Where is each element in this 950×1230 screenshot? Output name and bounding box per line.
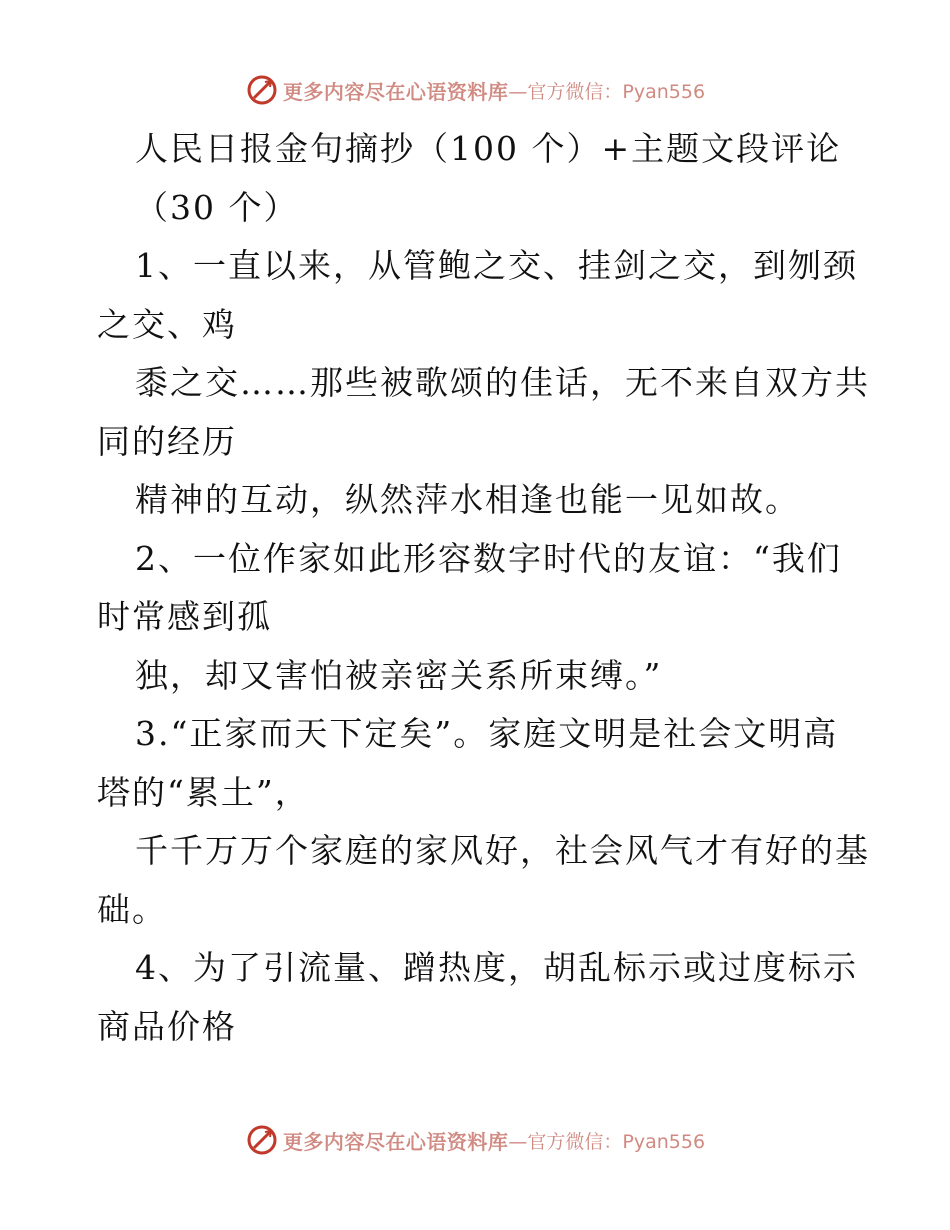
paragraph-line: 4、为了引流量、蹭热度，胡乱标示或过度标示 [135,948,858,987]
watermark-title: 更多内容尽在心语资料库 [282,79,509,104]
paragraph-line: 础。 [97,889,167,929]
header-watermark [0,70,950,110]
paragraph-line: 独，却又害怕被亲密关系所束缚。” [135,655,663,695]
paragraph-line: 塔的“累土”， [97,772,310,812]
brand-logo-icon [245,73,279,107]
footer-watermark [0,1120,950,1160]
brand-logo-icon [245,1123,279,1157]
document-body [97,120,870,1056]
paragraph-line: 1、一直以来，从管鲍之交、挂剑之交，到刎颈 [135,246,858,285]
watermark-contact: —官方微信：Pyan556 [508,1130,706,1153]
paragraph-line: 商品价格 [97,1006,237,1046]
paragraph-line: 2、一位作家如此形容数字时代的友谊：“我们 [135,538,842,578]
paragraph-line: 精神的互动，纵然萍水相逢也能一见如故。 [135,480,800,519]
watermark-title: 更多内容尽在心语资料库 [282,1129,509,1154]
paragraph-line: 同的经历 [97,421,237,461]
paragraph-line: 之交、鸡 [97,304,237,344]
watermark-contact: —官方微信：Pyan556 [508,80,706,103]
paragraph-line: 黍之交……那些被歌颂的佳话，无不来自双方共 [135,363,870,402]
doc-title-line: 人民日报金句摘抄（100 个）+主题文段评论 [135,129,842,168]
doc-title-line: （30 个） [135,187,299,227]
paragraph-line: 时常感到孤 [97,597,272,636]
paragraph-line: 3.“正家而天下定矣”。家庭文明是社会文明高 [135,714,839,753]
paragraph-line: 千千万万个家庭的家风好，社会风气才有好的基 [135,831,870,870]
